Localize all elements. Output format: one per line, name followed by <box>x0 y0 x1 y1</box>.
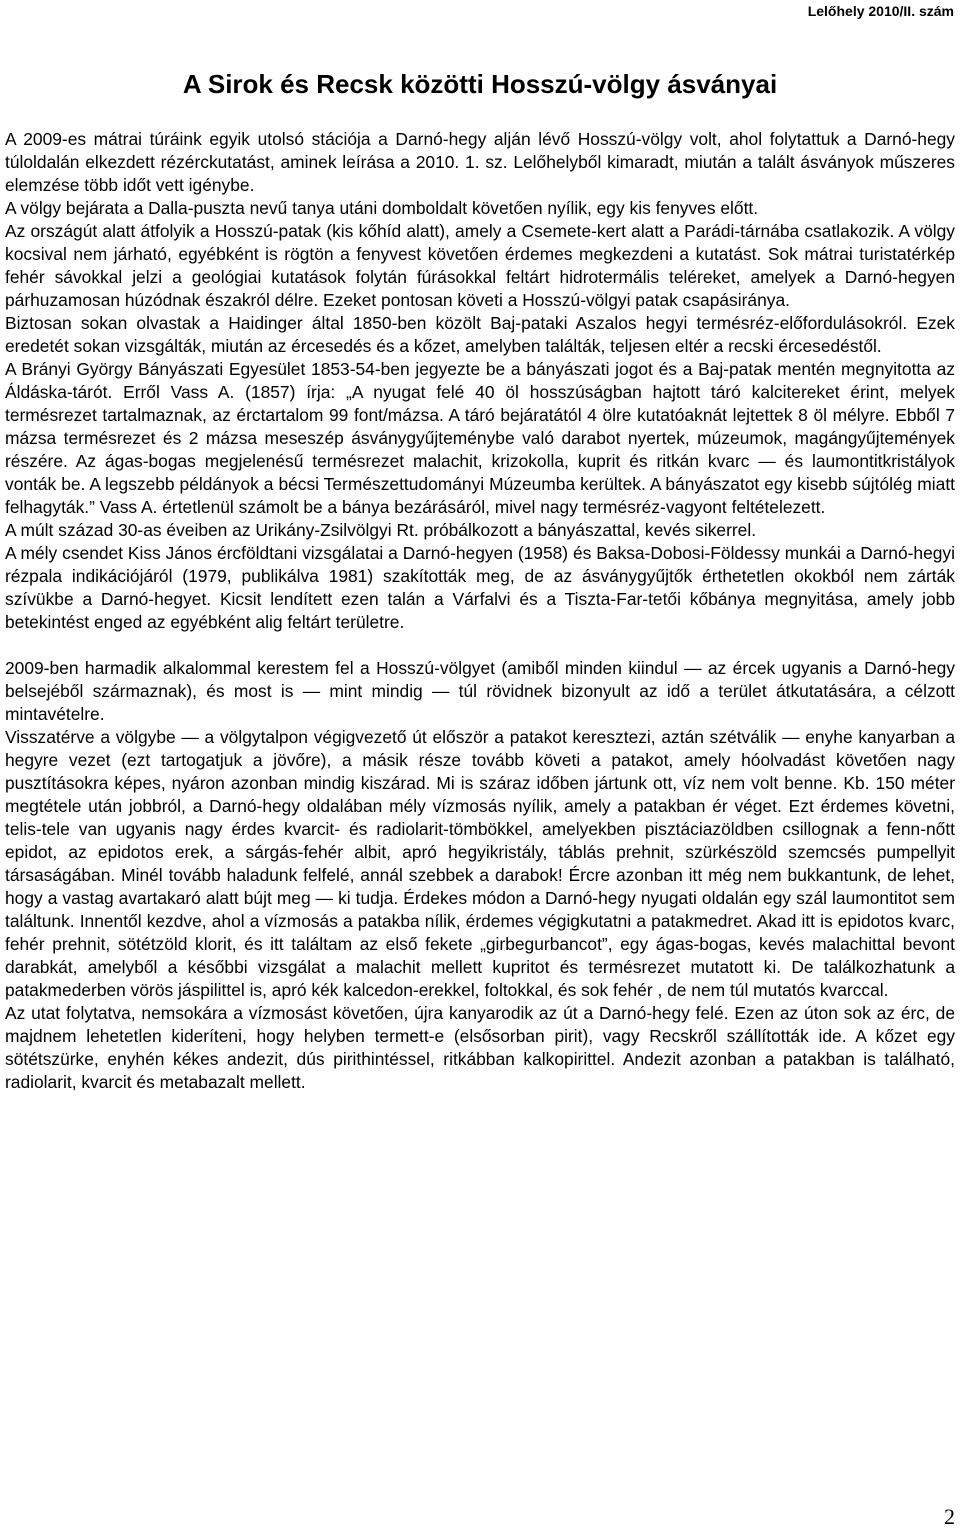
paragraph: 2009-ben harmadik alkalommal kerestem fel a Hosszú-völgyet (amiből minden kiindul — az ércek ugyanis a Darnó-hegy belsejéből származnak), és most is — mint mindig — túl rövidnek bizonyult az idő a terület átkutatására, a célzott mintavételre. <box>5 658 955 724</box>
paragraph: A 2009-es mátrai túráink egyik utolsó stációja a Darnó-hegy alján lévő Hosszú-völgy volt, ahol folytattuk a Darnó-hegy túloldalán elkezdett rézérckutatást, aminek leírása a 2010. 1. sz. Lelőhelyből kimaradt, miután a talált ásványok műszeres elemzése több időt vett igénybe. <box>5 129 955 195</box>
article-body <box>5 128 955 1094</box>
page-number: 2 <box>944 1504 955 1529</box>
paragraph: Az utat folytatva, nemsokára a vízmosást követően, újra kanyarodik az út a Darnó-hegy felé. Ezen az úton sok az érc, de majdnem lehetetlen kideríteni, hogy helyben termett-e (elsősorban pirit), vagy Recskről szállították ide. A kőzet egy sötétszürke, enyhén kékes andezit, dús pirithintéssel, ritkábban kalkopirittel. Andezit azonban a patakban is található, radiolarit, kvarcit és metabazalt mellett. <box>5 1003 955 1092</box>
paragraph: A völgy bejárata a Dalla-puszta nevű tanya utáni domboldalt követően nyílik, egy kis fenyves előtt. <box>5 198 759 218</box>
paragraph: Biztosan sokan olvastak a Haidinger által 1850-ben közölt Baj-pataki Aszalos hegyi termésréz-előfordulásokról. Ezek eredetét sokan vizsgálták, miután az ércesedés és a kőzet, amelyben találták, teljesen eltér a recski ércesedéstől. <box>5 313 955 356</box>
article-title: A Sirok és Recsk közötti Hosszú-völgy ásványai <box>182 69 778 99</box>
running-header: Lelőhely 2010/II. szám <box>807 3 954 19</box>
paragraph: A mély csendet Kiss János ércföldtani vizsgálatai a Darnó-hegyen (1958) és Baksa-Dobosi-Földessy munkái a Darnó-hegyi rézpala indikációjáról (1979, publikálva 1981) szakították meg, de az ásványgyűjtők érthetetlen okokból nem zárták szívükbe a Darnó-hegyet. Kicsit lendített ezen talán a Várfalvi és a Tiszta-Far-tetői kőbánya megnyitása, amely jobb betekintést enged az egyébként alig feltárt területre. <box>5 543 955 632</box>
paragraph: Visszatérve a völgybe — a völgytalpon végigvezető út először a patakot keresztezi, aztán szétválik — enyhe kanyarban a hegyre vezet (ezt tartogatjuk a jövőre), a másik része tovább követi a patakot, amely hóolvadást követően nagy pusztításokra képes, nyáron azonban mindig kiszárad. Mi is száraz időben jártunk ott, víz nem volt benne. Kb. 150 méter megtétele után jobbról, a Darnó-hegy oldalában mély vízmosás nyílik, amely a patakban ér véget. Ezt érdemes követni, telis-tele van ugyanis nagy érdes kvarcit- és radiolarit-tömbökkel, amelyekben pisztáciazöldben csillognak a fenn-nőtt epidot, az epidotos erek, a sárgás-fehér albit, apró hegyikristály, táblás prehnit, szürkészöld szemcsés pumpellyit társaságában. Minél tovább haladunk felfelé, annál szebbek a darabok! Ércre azonban itt még nem bukkantunk, de lehet, hogy a vastag avartakaró alatt bújt meg — ki tudja. Érdekes módon a Darnó-hegy nyugati oldalán egy szál laumontitot sem találtunk. Innentől kezdve, ahol a vízmosás a patakba nílik, érdemes végigkutatni a patakmedret. Akad itt is epidotos kvarc, fehér prehnit, sötétzöld klorit, és itt találtam az első fekete „girbegurbancot”, egy ágas-bogas, kevés malachittal bevont darabkát, amelyből a későbbi vizsgálat a malachit mellett kupritot és termésrezet mutatott ki. De találkozhatunk a patakmederben vörös jáspilittel is, apró kék kalcedon-erekkel, foltokkal, és sok fehér , de nem túl mutatós kvarccal. <box>5 727 955 1000</box>
paragraph: A múlt század 30-as éveiben az Urikány-Zsilvölgyi Rt. próbálkozott a bányászattal, kevés sikerrel. <box>5 520 757 540</box>
paragraph: Az országút alatt átfolyik a Hosszú-patak (kis kőhíd alatt), amely a Csemete-kert alatt a Parádi-tárnába csatlakozik. A völgy kocsival nem járható, egyébként is rögtön a fenyvest követően érdemes megkezdeni a kutatást. Sok mátrai turistatérkép fehér sávokkal jelzi a geológiai kutatások folytán fúrásokkal feltárt hidrotermális teléreket, amelyek a Darnó-hegyen párhuzamosan húzódnak északról délre. Ezeket pontosan követi a Hosszú-völgyi patak csapásiránya. <box>5 221 955 310</box>
paragraph: A Brányi György Bányászati Egyesület 1853-54-ben jegyezte be a bányászati jogot és a Baj-patak mentén megnyitotta az Áldáska-tárót. Erről Vass A. (1857) írja: „A nyugat felé 40 öl hosszúságban hajtott táró kalcitereket érint, melyek termésrezet tartalmaznak, az érctartalom 99 font/mázsa. A táró bejáratától 4 ölre kutatóaknát lejtettek 8 öl mélyre. Ebből 7 mázsa termésrezet és 2 mázsa meseszép ásványgyűjteménybe való darabot nyertek, múzeumok, magángyűjtemények részére. Az ágas-bogas megjelenésű termésrezet malachit, krizokolla, kuprit és ritkán kvarc — és laumontitkristályok vonták be. A legszebb példányok a bécsi Természettudományi Múzeumba kerültek. A bányászatot egy kisebb sújtólég miatt felhagyták.” Vass A. értetlenül számolt be a bánya bezárásáról, mivel nagy termésréz-vagyont feltételezett. <box>5 359 955 517</box>
